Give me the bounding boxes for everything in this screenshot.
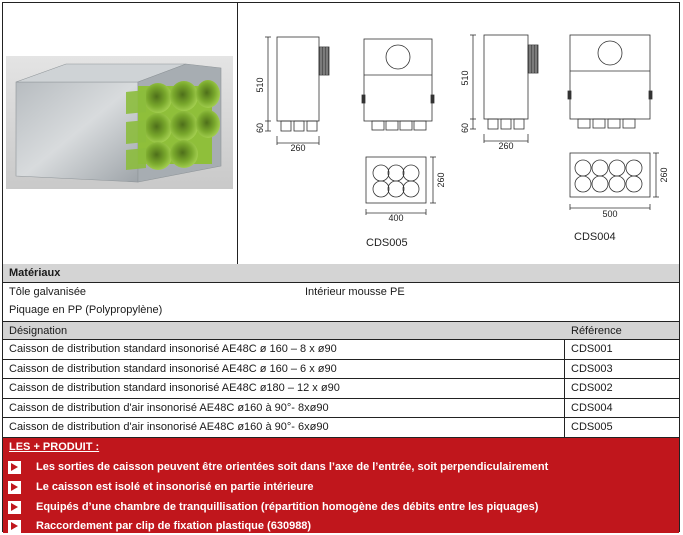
row-designation: Caisson de distribution d'air insonorisé AE48C ø160 à 90°- 8xø90 bbox=[9, 401, 329, 414]
material-foam: Intérieur mousse PE bbox=[305, 286, 405, 298]
row-reference: CDS004 bbox=[571, 401, 613, 414]
table-row bbox=[3, 379, 679, 399]
row-designation: Caisson de distribution standard insonorisé AE48C ø180 – 12 x ø90 bbox=[9, 382, 340, 394]
dim-spigot-right: 60 bbox=[460, 122, 470, 134]
benefit-item bbox=[8, 500, 678, 516]
benefit-item bbox=[8, 519, 678, 535]
table-row bbox=[3, 399, 679, 419]
drawing-cds004-top bbox=[570, 153, 659, 210]
benefit-text: Equipés d’une chambre de tranquillisation (répartition homogène des débits entre les piquages) bbox=[36, 501, 539, 513]
materials-header: Matériaux bbox=[3, 264, 679, 283]
model-label-cds004: CDS004 bbox=[574, 231, 616, 243]
benefit-text: Raccordement par clip de fixation plastique (630988) bbox=[36, 520, 312, 532]
dim-depth-right: 260 bbox=[498, 141, 514, 151]
drawing-cds005-top bbox=[366, 157, 436, 215]
benefit-text: Le caisson est isolé et insonorisé en partie intérieure bbox=[36, 481, 314, 493]
col-designation: Désignation bbox=[9, 325, 68, 337]
dim-width-cds004: 500 bbox=[602, 209, 618, 219]
product-photo bbox=[6, 56, 233, 189]
row-designation: Caisson de distribution standard insonorisé AE48C ø 160 – 8 x ø90 bbox=[9, 343, 337, 355]
row-reference: CDS003 bbox=[571, 362, 613, 375]
benefit-item bbox=[8, 460, 678, 476]
table-row bbox=[3, 340, 679, 360]
row-reference: CDS002 bbox=[571, 382, 613, 394]
dim-top-height-left: 260 bbox=[436, 172, 446, 188]
benefits-title: LES + PRODUIT : bbox=[9, 441, 100, 453]
arrow-right-icon bbox=[8, 501, 21, 514]
dim-top-height-right: 260 bbox=[659, 167, 669, 183]
material-spigot: Piquage en PP (Polypropylène) bbox=[9, 304, 163, 316]
dim-spigot-left: 60 bbox=[255, 122, 265, 134]
model-label-cds005: CDS005 bbox=[366, 237, 408, 249]
drawing-cds004-side bbox=[470, 35, 538, 143]
photo-cell bbox=[3, 3, 238, 264]
benefit-text: Les sorties de caisson peuvent être orientées soit dans l’axe de l’entrée, soit perpendiculairement bbox=[36, 461, 549, 473]
materials-row-2 bbox=[3, 301, 679, 320]
technical-drawing-cell bbox=[238, 3, 679, 264]
product-sheet bbox=[2, 2, 680, 532]
drawing-cds004-front bbox=[568, 35, 652, 128]
materials-row-1 bbox=[3, 283, 679, 302]
arrow-right-icon bbox=[8, 461, 21, 474]
dim-height-left: 510 bbox=[255, 77, 265, 93]
table-row bbox=[3, 418, 679, 438]
dim-height-right: 510 bbox=[460, 70, 470, 86]
dim-width-cds005: 400 bbox=[388, 213, 404, 223]
column-divider bbox=[564, 340, 565, 438]
drawing-cds005-front bbox=[362, 39, 434, 130]
row-designation: Caisson de distribution standard insonorisé AE48C ø 160 – 6 x ø90 bbox=[9, 362, 337, 375]
table-header bbox=[3, 321, 679, 340]
arrow-right-icon bbox=[8, 481, 21, 494]
technical-drawings bbox=[238, 3, 679, 264]
row-designation: Caisson de distribution d'air insonorisé AE48C ø160 à 90°- 6xø90 bbox=[9, 421, 329, 433]
benefit-item bbox=[8, 480, 678, 496]
drawing-cds005-side bbox=[265, 37, 329, 145]
product-benefits bbox=[3, 438, 679, 533]
dim-depth-left: 260 bbox=[290, 143, 306, 153]
col-reference: Référence bbox=[571, 325, 622, 337]
row-reference: CDS005 bbox=[571, 421, 613, 433]
table-row bbox=[3, 360, 679, 380]
product-visuals bbox=[3, 3, 679, 265]
material-steel: Tôle galvanisée bbox=[9, 286, 87, 298]
row-reference: CDS001 bbox=[571, 343, 613, 355]
arrow-right-icon bbox=[8, 520, 21, 533]
